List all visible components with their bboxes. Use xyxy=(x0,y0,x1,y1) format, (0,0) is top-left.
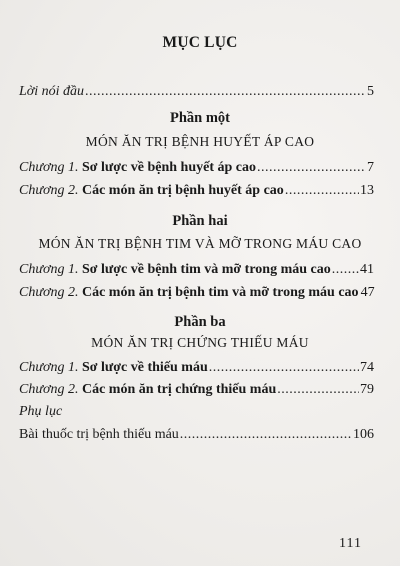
dot-leader xyxy=(277,382,359,398)
chapter-title: Các món ăn trị bệnh tim và mỡ trong máu cao xyxy=(81,285,359,300)
dot-leader xyxy=(85,84,366,100)
chapter-label: Chương 2. xyxy=(19,183,79,198)
chapter-label: Chương 2. xyxy=(19,382,79,397)
appendix-heading: Phụ lục xyxy=(19,404,63,419)
chapter-title: Sơ lược về bệnh huyết áp cao xyxy=(81,160,256,175)
toc-entry-page: 79 xyxy=(360,382,374,397)
dot-leader xyxy=(257,160,366,176)
chapter-label: Chương 1. xyxy=(19,160,79,175)
toc-entry-page: 13 xyxy=(360,183,374,198)
chapter-label: Chương 1. xyxy=(19,360,79,375)
dot-leader xyxy=(180,427,352,443)
chapter-title: Các món ăn trị chứng thiếu máu xyxy=(81,382,277,397)
toc-entry-page: 106 xyxy=(353,427,374,442)
toc-entry-page: 7 xyxy=(367,160,374,175)
part-two-heading: Phần hai xyxy=(172,213,228,229)
page-number: 111 xyxy=(339,536,362,551)
toc-entry-part1-ch2 xyxy=(19,183,374,199)
chapter-title: Sơ lược về thiếu máu xyxy=(81,360,208,375)
toc-title: MỤC LỤC xyxy=(162,34,238,51)
toc-entry-part2-ch2 xyxy=(19,285,374,301)
part-two-subtitle: MÓN ĂN TRỊ BỆNH TIM VÀ MỠ TRONG MÁU CAO xyxy=(38,236,362,251)
chapter-label: Chương 1. xyxy=(19,262,79,277)
toc-entry-appendix xyxy=(19,427,374,443)
toc-entry-page: 74 xyxy=(360,360,374,375)
toc-entry-preface xyxy=(19,84,374,100)
toc-entry-page: 5 xyxy=(367,84,374,99)
part-one-subtitle: MÓN ĂN TRỊ BỆNH HUYẾT ÁP CAO xyxy=(85,134,315,149)
chapter-title: Các món ăn trị bệnh huyết áp cao xyxy=(81,183,284,198)
toc-entry-part3-ch2 xyxy=(19,382,374,398)
toc-entry-part2-ch1 xyxy=(19,262,374,278)
dot-leader xyxy=(285,183,359,199)
toc-entry-part3-ch1 xyxy=(19,360,374,376)
toc-entry-label: Bài thuốc trị bệnh thiếu máu xyxy=(19,427,179,442)
part-three-heading: Phần ba xyxy=(174,314,226,330)
chapter-title: Sơ lược về bệnh tim và mỡ trong máu cao xyxy=(81,262,331,277)
dot-leader xyxy=(332,262,359,278)
toc-entry-part1-ch1 xyxy=(19,160,374,176)
toc-entry-label: Lời nói đầu xyxy=(19,84,85,99)
dot-leader xyxy=(209,360,359,376)
toc-entry-page: 41 xyxy=(360,262,374,277)
part-one-heading: Phần một xyxy=(169,110,231,126)
chapter-label: Chương 2. xyxy=(19,285,79,300)
toc-entry-page: 47 xyxy=(360,285,375,300)
part-three-subtitle: MÓN ĂN TRỊ CHỨNG THIẾU MÁU xyxy=(91,335,309,350)
